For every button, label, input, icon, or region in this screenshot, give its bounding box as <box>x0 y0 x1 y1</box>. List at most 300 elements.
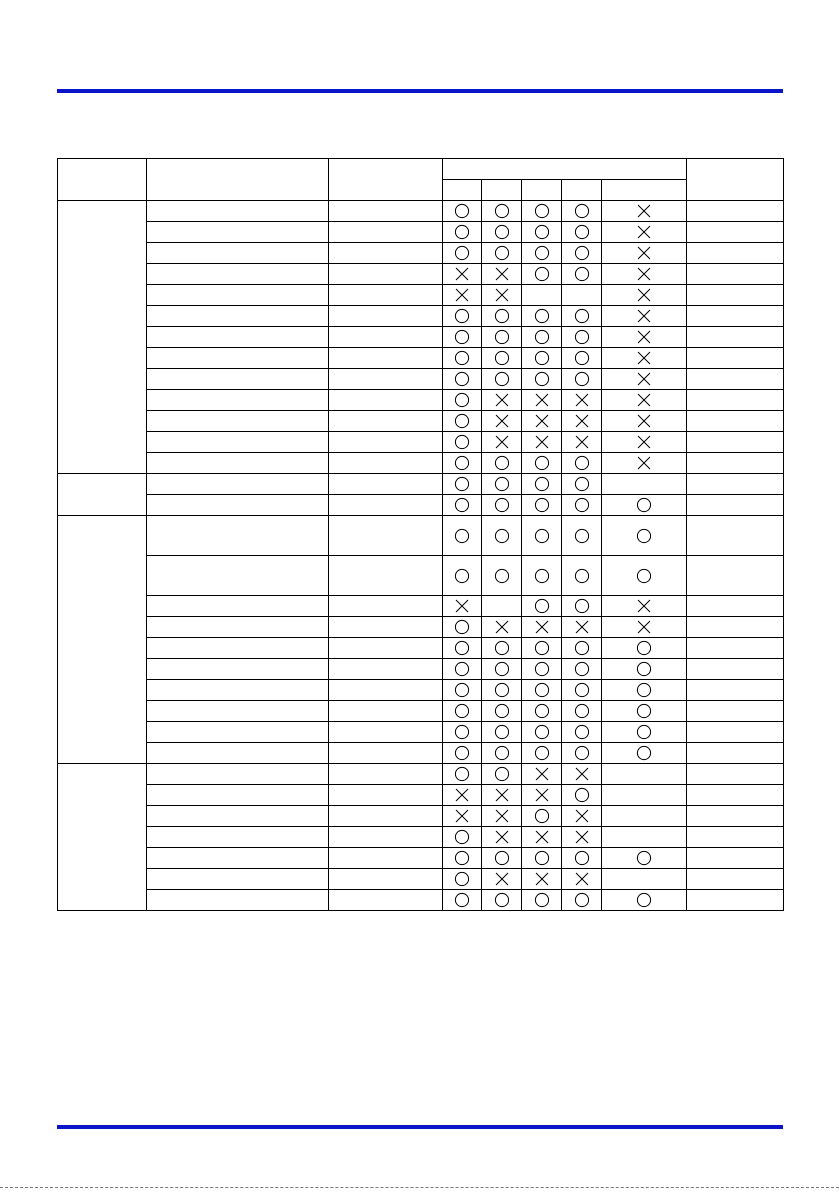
mark-cell-5 <box>602 306 687 327</box>
mark-cell-1 <box>443 743 482 764</box>
mark-cell-5 <box>602 222 687 243</box>
mark-cell-1 <box>443 764 482 785</box>
mark-cell-2 <box>482 890 522 911</box>
circle-mark-icon <box>534 266 550 282</box>
circle-mark-icon <box>574 850 590 866</box>
table-row <box>58 327 784 348</box>
circle-mark-icon <box>494 224 510 240</box>
mark-cell-2 <box>482 453 522 474</box>
mark-cell-3 <box>522 659 562 680</box>
cross-mark-icon <box>636 203 652 219</box>
row-name <box>147 201 329 222</box>
circle-mark-icon <box>534 568 550 584</box>
mark-cell-1 <box>443 453 482 474</box>
circle-mark-icon <box>534 850 550 866</box>
row-spec <box>329 722 443 743</box>
mark-cell-2 <box>482 432 522 453</box>
mark-cell-5 <box>602 474 687 495</box>
mark-cell-3 <box>522 432 562 453</box>
circle-mark-icon <box>534 203 550 219</box>
circle-mark-icon <box>494 682 510 698</box>
circle-mark-icon <box>574 787 590 803</box>
cross-mark-icon <box>534 434 550 450</box>
mark-cell-5 <box>602 743 687 764</box>
mark-cell-3 <box>522 743 562 764</box>
circle-mark-icon <box>534 724 550 740</box>
row-spec <box>329 201 443 222</box>
row-spec <box>329 827 443 848</box>
mark-cell-5 <box>602 201 687 222</box>
mark-cell-3 <box>522 890 562 911</box>
footer-rule <box>57 1125 783 1129</box>
mark-cell-3 <box>522 369 562 390</box>
mark-cell-2 <box>482 327 522 348</box>
row-note <box>687 827 784 848</box>
mark-cell-1 <box>443 411 482 432</box>
mark-cell-2 <box>482 827 522 848</box>
mark-cell-5 <box>602 806 687 827</box>
row-name <box>147 516 329 556</box>
circle-mark-icon <box>454 528 470 544</box>
cross-mark-icon <box>574 808 590 824</box>
mark-cell-1 <box>443 474 482 495</box>
mark-cell-3 <box>522 411 562 432</box>
mark-cell-4 <box>562 222 602 243</box>
row-name <box>147 764 329 785</box>
circle-mark-icon <box>494 745 510 761</box>
row-name <box>147 390 329 411</box>
cross-mark-icon <box>494 787 510 803</box>
circle-mark-icon <box>494 245 510 261</box>
mark-cell-3 <box>522 869 562 890</box>
table-row <box>58 680 784 701</box>
table-row <box>58 848 784 869</box>
row-spec <box>329 556 443 596</box>
mark-cell-5 <box>602 495 687 516</box>
cross-mark-icon <box>574 434 590 450</box>
row-name <box>147 243 329 264</box>
mark-cell-5 <box>602 285 687 306</box>
mark-cell-4 <box>562 848 602 869</box>
header-support-group <box>443 159 687 180</box>
row-name <box>147 556 329 596</box>
row-spec <box>329 869 443 890</box>
table-row <box>58 243 784 264</box>
mark-cell-4 <box>562 869 602 890</box>
cross-mark-icon <box>454 808 470 824</box>
mark-cell-2 <box>482 243 522 264</box>
compatibility-table <box>57 158 784 911</box>
mark-cell-2 <box>482 806 522 827</box>
row-note <box>687 848 784 869</box>
row-name <box>147 411 329 432</box>
circle-mark-icon <box>534 455 550 471</box>
row-name <box>147 806 329 827</box>
mark-cell-2 <box>482 638 522 659</box>
circle-mark-icon <box>454 724 470 740</box>
circle-mark-icon <box>636 703 652 719</box>
group-label <box>58 474 147 516</box>
mark-cell-1 <box>443 556 482 596</box>
mark-cell-1 <box>443 243 482 264</box>
cross-mark-icon <box>636 392 652 408</box>
mark-cell-2 <box>482 617 522 638</box>
mark-cell-4 <box>562 890 602 911</box>
mark-cell-5 <box>602 453 687 474</box>
mark-cell-4 <box>562 743 602 764</box>
row-note <box>687 201 784 222</box>
row-name <box>147 680 329 701</box>
circle-mark-icon <box>494 528 510 544</box>
circle-mark-icon <box>494 568 510 584</box>
circle-mark-icon <box>534 476 550 492</box>
mark-cell-1 <box>443 222 482 243</box>
table-row <box>58 556 784 596</box>
row-name <box>147 264 329 285</box>
header-rule <box>57 89 783 93</box>
row-spec <box>329 596 443 617</box>
mark-cell-4 <box>562 201 602 222</box>
cross-mark-icon <box>534 413 550 429</box>
mark-cell-1 <box>443 432 482 453</box>
mark-cell-5 <box>602 369 687 390</box>
cross-mark-icon <box>574 766 590 782</box>
table-row <box>58 285 784 306</box>
mark-cell-1 <box>443 869 482 890</box>
circle-mark-icon <box>636 724 652 740</box>
mark-cell-4 <box>562 285 602 306</box>
circle-mark-icon <box>636 497 652 513</box>
row-note <box>687 306 784 327</box>
circle-mark-icon <box>574 661 590 677</box>
table-row <box>58 369 784 390</box>
row-spec <box>329 701 443 722</box>
row-note <box>687 432 784 453</box>
row-name <box>147 743 329 764</box>
circle-mark-icon <box>494 766 510 782</box>
mark-cell-2 <box>482 680 522 701</box>
circle-mark-icon <box>454 661 470 677</box>
mark-cell-5 <box>602 785 687 806</box>
cross-mark-icon <box>534 619 550 635</box>
row-spec <box>329 264 443 285</box>
mark-cell-5 <box>602 432 687 453</box>
table-row <box>58 806 784 827</box>
mark-cell-2 <box>482 348 522 369</box>
row-spec <box>329 222 443 243</box>
row-note <box>687 222 784 243</box>
mark-cell-1 <box>443 722 482 743</box>
circle-mark-icon <box>454 329 470 345</box>
cross-mark-icon <box>494 829 510 845</box>
mark-cell-1 <box>443 369 482 390</box>
table-row <box>58 659 784 680</box>
group-label <box>58 764 147 911</box>
circle-mark-icon <box>454 308 470 324</box>
cross-mark-icon <box>534 766 550 782</box>
row-note <box>687 596 784 617</box>
mark-cell-5 <box>602 722 687 743</box>
cross-mark-icon <box>494 871 510 887</box>
table-row <box>58 222 784 243</box>
row-note <box>687 264 784 285</box>
circle-mark-icon <box>574 308 590 324</box>
mark-cell-4 <box>562 722 602 743</box>
circle-mark-icon <box>494 724 510 740</box>
row-note <box>687 390 784 411</box>
mark-cell-5 <box>602 848 687 869</box>
table-row <box>58 596 784 617</box>
mark-cell-4 <box>562 474 602 495</box>
row-spec <box>329 390 443 411</box>
row-name <box>147 306 329 327</box>
cross-mark-icon <box>636 619 652 635</box>
circle-mark-icon <box>574 266 590 282</box>
circle-mark-icon <box>534 329 550 345</box>
circle-mark-icon <box>494 850 510 866</box>
table-row <box>58 722 784 743</box>
mark-cell-2 <box>482 264 522 285</box>
circle-mark-icon <box>494 703 510 719</box>
mark-cell-4 <box>562 764 602 785</box>
cross-mark-icon <box>494 392 510 408</box>
row-name <box>147 596 329 617</box>
mark-cell-3 <box>522 638 562 659</box>
mark-cell-5 <box>602 764 687 785</box>
circle-mark-icon <box>574 245 590 261</box>
mark-cell-2 <box>482 201 522 222</box>
row-name <box>147 222 329 243</box>
group-label <box>58 201 147 474</box>
cross-mark-icon <box>574 392 590 408</box>
mark-cell-5 <box>602 327 687 348</box>
circle-mark-icon <box>534 528 550 544</box>
circle-mark-icon <box>534 808 550 824</box>
row-name <box>147 617 329 638</box>
mark-cell-5 <box>602 827 687 848</box>
circle-mark-icon <box>534 682 550 698</box>
circle-mark-icon <box>636 528 652 544</box>
cross-mark-icon <box>636 224 652 240</box>
mark-cell-4 <box>562 243 602 264</box>
circle-mark-icon <box>534 245 550 261</box>
row-spec <box>329 285 443 306</box>
table-row <box>58 785 784 806</box>
circle-mark-icon <box>574 568 590 584</box>
circle-mark-icon <box>574 724 590 740</box>
mark-cell-5 <box>602 556 687 596</box>
mark-cell-5 <box>602 390 687 411</box>
mark-cell-4 <box>562 495 602 516</box>
mark-cell-2 <box>482 869 522 890</box>
row-note <box>687 556 784 596</box>
mark-cell-4 <box>562 516 602 556</box>
mark-cell-3 <box>522 285 562 306</box>
row-spec <box>329 327 443 348</box>
circle-mark-icon <box>494 455 510 471</box>
cross-mark-icon <box>636 329 652 345</box>
header-sub-5 <box>602 180 687 201</box>
cross-mark-icon <box>636 266 652 282</box>
mark-cell-4 <box>562 556 602 596</box>
mark-cell-2 <box>482 764 522 785</box>
mark-cell-3 <box>522 722 562 743</box>
cross-mark-icon <box>636 287 652 303</box>
mark-cell-3 <box>522 243 562 264</box>
circle-mark-icon <box>636 850 652 866</box>
header-spec <box>329 159 443 201</box>
circle-mark-icon <box>494 892 510 908</box>
circle-mark-icon <box>454 497 470 513</box>
mark-cell-1 <box>443 680 482 701</box>
row-name <box>147 890 329 911</box>
circle-mark-icon <box>636 661 652 677</box>
mark-cell-1 <box>443 306 482 327</box>
row-name <box>147 722 329 743</box>
row-name <box>147 659 329 680</box>
circle-mark-icon <box>454 245 470 261</box>
circle-mark-icon <box>574 892 590 908</box>
mark-cell-5 <box>602 516 687 556</box>
mark-cell-4 <box>562 348 602 369</box>
circle-mark-icon <box>574 497 590 513</box>
header-sub-4 <box>562 180 602 201</box>
table-row <box>58 516 784 556</box>
mark-cell-2 <box>482 556 522 596</box>
mark-cell-4 <box>562 785 602 806</box>
mark-cell-1 <box>443 806 482 827</box>
circle-mark-icon <box>534 371 550 387</box>
row-spec <box>329 474 443 495</box>
mark-cell-2 <box>482 785 522 806</box>
row-name <box>147 869 329 890</box>
mark-cell-2 <box>482 516 522 556</box>
mark-cell-3 <box>522 848 562 869</box>
cross-mark-icon <box>454 266 470 282</box>
cross-mark-icon <box>636 413 652 429</box>
cross-mark-icon <box>534 871 550 887</box>
row-spec <box>329 764 443 785</box>
row-note <box>687 764 784 785</box>
header-row-1 <box>58 159 784 180</box>
mark-cell-5 <box>602 617 687 638</box>
circle-mark-icon <box>454 766 470 782</box>
mark-cell-2 <box>482 848 522 869</box>
row-name <box>147 638 329 659</box>
table-row <box>58 869 784 890</box>
mark-cell-1 <box>443 827 482 848</box>
circle-mark-icon <box>574 745 590 761</box>
circle-mark-icon <box>574 598 590 614</box>
mark-cell-4 <box>562 411 602 432</box>
row-name <box>147 495 329 516</box>
row-spec <box>329 638 443 659</box>
mark-cell-3 <box>522 327 562 348</box>
mark-cell-2 <box>482 743 522 764</box>
mark-cell-3 <box>522 495 562 516</box>
circle-mark-icon <box>574 476 590 492</box>
circle-mark-icon <box>534 308 550 324</box>
table-row <box>58 474 784 495</box>
circle-mark-icon <box>454 619 470 635</box>
row-spec <box>329 890 443 911</box>
mark-cell-2 <box>482 474 522 495</box>
row-note <box>687 617 784 638</box>
circle-mark-icon <box>534 350 550 366</box>
circle-mark-icon <box>454 745 470 761</box>
row-spec <box>329 743 443 764</box>
circle-mark-icon <box>636 682 652 698</box>
row-note <box>687 516 784 556</box>
mark-cell-2 <box>482 701 522 722</box>
circle-mark-icon <box>494 203 510 219</box>
table-row <box>58 743 784 764</box>
mark-cell-4 <box>562 827 602 848</box>
cross-mark-icon <box>534 392 550 408</box>
cross-mark-icon <box>636 245 652 261</box>
row-spec <box>329 411 443 432</box>
mark-cell-1 <box>443 617 482 638</box>
cross-mark-icon <box>494 413 510 429</box>
cross-mark-icon <box>494 287 510 303</box>
row-spec <box>329 495 443 516</box>
row-name <box>147 827 329 848</box>
row-spec <box>329 785 443 806</box>
row-name <box>147 327 329 348</box>
circle-mark-icon <box>454 871 470 887</box>
circle-mark-icon <box>454 892 470 908</box>
circle-mark-icon <box>454 350 470 366</box>
page-edge-strip <box>0 1187 839 1192</box>
mark-cell-2 <box>482 306 522 327</box>
row-name <box>147 369 329 390</box>
row-note <box>687 369 784 390</box>
mark-cell-1 <box>443 638 482 659</box>
circle-mark-icon <box>454 829 470 845</box>
table-row <box>58 306 784 327</box>
mark-cell-2 <box>482 390 522 411</box>
row-spec <box>329 848 443 869</box>
circle-mark-icon <box>454 392 470 408</box>
circle-mark-icon <box>534 661 550 677</box>
mark-cell-5 <box>602 890 687 911</box>
row-note <box>687 348 784 369</box>
mark-cell-1 <box>443 348 482 369</box>
cross-mark-icon <box>636 371 652 387</box>
table-row <box>58 453 784 474</box>
circle-mark-icon <box>574 224 590 240</box>
mark-cell-5 <box>602 596 687 617</box>
circle-mark-icon <box>574 455 590 471</box>
mark-cell-4 <box>562 369 602 390</box>
mark-cell-2 <box>482 495 522 516</box>
mark-cell-3 <box>522 516 562 556</box>
cross-mark-icon <box>636 598 652 614</box>
row-name <box>147 285 329 306</box>
row-note <box>687 327 784 348</box>
mark-cell-5 <box>602 638 687 659</box>
circle-mark-icon <box>534 497 550 513</box>
circle-mark-icon <box>534 892 550 908</box>
mark-cell-3 <box>522 764 562 785</box>
mark-cell-4 <box>562 390 602 411</box>
circle-mark-icon <box>454 413 470 429</box>
header-sub-1 <box>443 180 482 201</box>
mark-cell-4 <box>562 806 602 827</box>
mark-cell-5 <box>602 264 687 285</box>
mark-cell-1 <box>443 495 482 516</box>
mark-cell-4 <box>562 453 602 474</box>
